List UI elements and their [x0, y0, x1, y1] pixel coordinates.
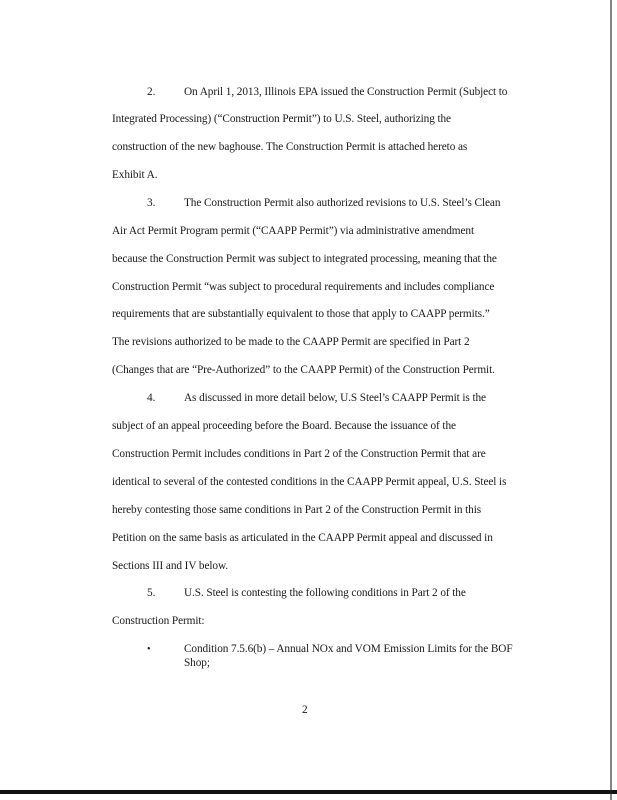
page-number: 2 — [302, 704, 308, 716]
paragraph-line: because the Construction Permit was subject to integrated processing, meaning that the — [112, 253, 497, 265]
paragraph-line: Construction Permit includes conditions in Part 2 of the Construction Permit that are — [112, 448, 486, 460]
bullet-line: Condition 7.5.6(b) – Annual NOx and VOM Emission Limits for the BOF — [184, 643, 513, 655]
paragraph-line: subject of an appeal proceeding before the Board. Because the issuance of the — [112, 420, 456, 432]
bullet-line: Shop; — [184, 657, 210, 669]
paragraph-line: (Changes that are “Pre-Authorized” to the CAAPP Permit) of the Construction Permit. — [112, 364, 495, 376]
paragraph-line: Integrated Processing) (“Construction Permit”) to U.S. Steel, authorizing the — [112, 113, 451, 125]
paragraph-line: The Construction Permit also authorized revisions to U.S. Steel’s Clean — [184, 197, 501, 209]
paragraph-number: 3. — [147, 197, 156, 209]
paragraph-line: Petition on the same basis as articulated in the CAAPP Permit appeal and discussed in — [112, 532, 493, 544]
scan-edge-bottom — [0, 790, 617, 794]
paragraph-line: Exhibit A. — [112, 169, 158, 181]
paragraph-line: On April 1, 2013, Illinois EPA issued the Construction Permit (Subject to — [184, 86, 508, 98]
scan-edge-right — [610, 0, 612, 800]
paragraph-number: 5. — [147, 587, 156, 599]
paragraph-line: Construction Permit “was subject to procedural requirements and includes compliance — [112, 281, 495, 293]
paragraph-line: requirements that are substantially equivalent to those that apply to CAAPP permits.” — [112, 308, 490, 320]
paragraph-line: U.S. Steel is contesting the following conditions in Part 2 of the — [184, 587, 466, 599]
bullet-icon: • — [147, 644, 151, 655]
paragraph-line: As discussed in more detail below, U.S Steel’s CAAPP Permit is the — [184, 392, 486, 404]
paragraph-number: 2. — [147, 86, 156, 98]
paragraph-line: hereby contesting those same conditions in Part 2 of the Construction Permit in this — [112, 504, 482, 516]
paragraph-line: The revisions authorized to be made to the CAAPP Permit are specified in Part 2 — [112, 336, 470, 348]
paragraph-line: Construction Permit: — [112, 615, 205, 627]
paragraph-line: Sections III and IV below. — [112, 560, 228, 572]
paragraph-line: identical to several of the contested conditions in the CAAPP Permit appeal, U.S. Steel is — [112, 476, 507, 488]
paragraph-number: 4. — [147, 392, 156, 404]
paragraph-line: construction of the new baghouse. The Construction Permit is attached hereto as — [112, 141, 468, 153]
paragraph-line: Air Act Permit Program permit (“CAAPP Permit”) via administrative amendment — [112, 225, 474, 237]
